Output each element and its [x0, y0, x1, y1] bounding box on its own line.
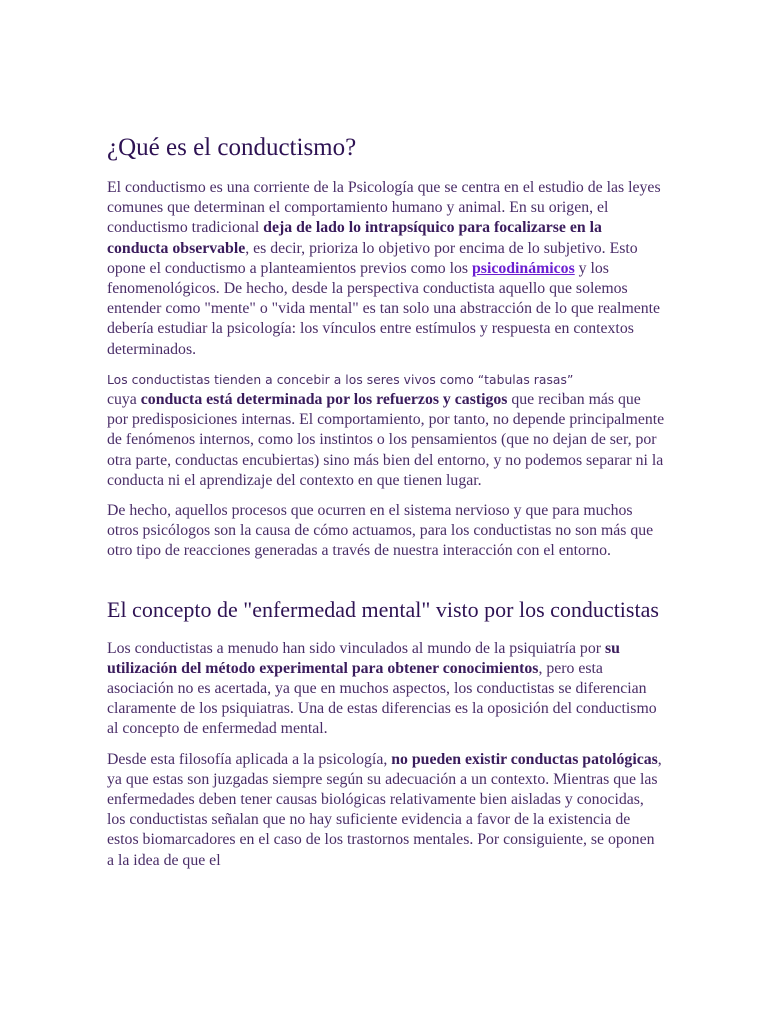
- p2-bold-1: conducta está determinada por los refuerzos y castigos: [140, 391, 508, 409]
- p4-text-1: Los conductistas a menudo han sido vinculados al mundo de la psiquiatría por: [107, 639, 605, 657]
- paragraph-5: [107, 750, 665, 871]
- p1-text-2: , es decir, prioriza lo objetivo por encima de lo subjetivo. Esto opone el conductismo a planteamientos previos como los: [107, 239, 638, 277]
- heading-que-es-conductismo: ¿Qué es el conductismo?: [107, 134, 357, 161]
- p2-text-1: cuya: [107, 391, 141, 409]
- link-psicodinamicos[interactable]: psicodinámicos: [472, 259, 575, 277]
- paragraph-3: De hecho, aquellos procesos que ocurren en el sistema nervioso y que para muchos otros psicólogos son la causa de cómo actuamos, para los conductistas no son más que otro tipo de reacciones generadas a través de nuestra interacción con el entorno.: [107, 502, 654, 560]
- p5-text-1: Desde esta filosofía aplicada a la psicología,: [107, 750, 392, 768]
- paragraph-1: [107, 178, 665, 360]
- p1-bold-1: deja de lado lo intrapsíquico para focalizarse en la conducta observable: [107, 219, 602, 257]
- p1-text-3: y los fenomenológicos. De hecho, desde la perspectiva conductista aquello que solemos entender como "mente" o "vida mental" es tan solo una abstracción de lo que realmente debería estudiar la psicología: los vínculos entre estímulos y respuesta en contextos determinados.: [107, 259, 661, 358]
- p2-sans-lead: Los conductistas tienden a concebir a los seres vivos como “tabulas rasas”: [107, 372, 574, 387]
- paragraph-4: [107, 639, 665, 740]
- p1-text-1: El conductismo es una corriente de la Psicología que se centra en el estudio de las leyes comunes que determinan el comportamiento humano y animal. En su origen, el conductismo tradicional: [107, 179, 661, 237]
- p5-bold-1: no pueden existir conductas patológicas: [391, 750, 658, 768]
- p4-text-2: , pero esta asociación no es acertada, ya que en muchos aspectos, los conductistas se diferencian claramente de los psiquiatras. Una de estas diferencias es la oposición del conductismo al concepto de enfermedad mental.: [107, 659, 657, 738]
- paragraph-2: [107, 370, 665, 491]
- p4-bold-1: su utilización del método experimental para obtener conocimientos: [107, 639, 620, 677]
- p2-text-2: que reciban más que por predisposiciones internas. El comportamiento, por tanto, no depende principalmente de fenómenos internos, como los instintos o los pensamientos (que no dejan de ser, por otra parte, conductas encubiertas) sino más bien del entorno, y no podemos separar ni la conducta ni el aprendizaje del contexto en que tienen lugar.: [107, 391, 665, 489]
- article: [107, 133, 665, 881]
- p5-text-2: , ya que estas son juzgadas siempre según su adecuación a un contexto. Mientras que las enfermedades deben tener causas biológicas relativamente bien aisladas y conocidas, los conductistas señalan que no hay suficiente evidencia a favor de la existencia de estos biomarcadores en el caso de los trastornos mentales. Por consiguiente, se oponen a la idea de que el: [107, 750, 662, 869]
- heading-enfermedad-mental: El concepto de "enfermedad mental" visto por los conductistas: [107, 596, 659, 622]
